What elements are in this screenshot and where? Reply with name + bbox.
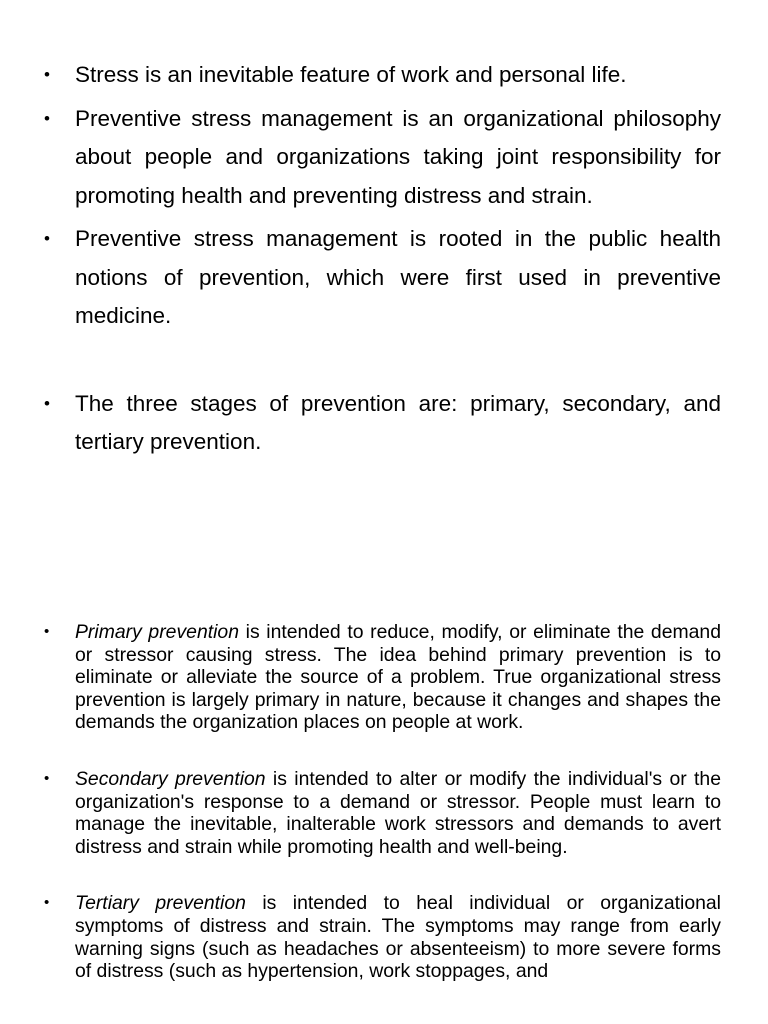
stages-bullet-list [0, 621, 768, 1017]
stage-item-secondary [0, 768, 768, 858]
stage-term: Primary prevention [75, 621, 239, 643]
bullet-icon: • [44, 623, 50, 640]
overview-item-inevitable-stress [0, 56, 768, 95]
bullet-icon: • [44, 108, 50, 128]
stage-description: is intended to reduce, modify, or eliminate the demand or stressor causing stress. The idea behind primary prevention is to eliminate or alleviate the source of a problem. True organizational stress prevention is largely primary in nature, because it changes and shapes the demands the organization places on people at work. [75, 621, 722, 734]
overview-item-text: Stress is an inevitable feature of work and personal life. [75, 62, 627, 87]
overview-item-philosophy [0, 100, 768, 216]
stage-description: is intended to heal individual or organizational symptoms of distress and strain. The symptoms may range from early warning signs (such as headaches or absenteeism) to more severe forms of distress (such as hypertension, work stoppages, and [75, 892, 721, 983]
overview-item-public-health [0, 220, 768, 336]
stage-term: Secondary prevention [75, 767, 266, 790]
stage-item-primary [0, 621, 768, 734]
bullet-icon: • [44, 393, 50, 413]
stage-term: Tertiary prevention [75, 892, 246, 915]
overview-item-text: Preventive stress management is rooted in the public health notions of prevention, which were first used in preventive medicine. [75, 226, 721, 328]
bullet-icon: • [44, 769, 50, 787]
stage-item-tertiary [0, 892, 768, 982]
overview-item-text: The three stages of prevention are: primary, secondary, and tertiary prevention. [75, 390, 721, 454]
overview-item-three-stages [0, 385, 768, 462]
bullet-icon: • [44, 229, 50, 248]
overview-item-text: Preventive stress management is an organizational philosophy about people and organizations taking joint responsibility for promoting health and preventing distress and strain. [75, 105, 721, 208]
bullet-icon: • [44, 894, 50, 912]
stage-description: is intended to alter or modify the individual's or the organization's response to a demand or stressor. People must learn to manage the inevitable, inalterable work stressors and demands to avert distress and strain while promoting health and well-being. [75, 767, 721, 858]
bullet-icon: • [44, 65, 50, 84]
overview-bullet-list [0, 56, 768, 467]
